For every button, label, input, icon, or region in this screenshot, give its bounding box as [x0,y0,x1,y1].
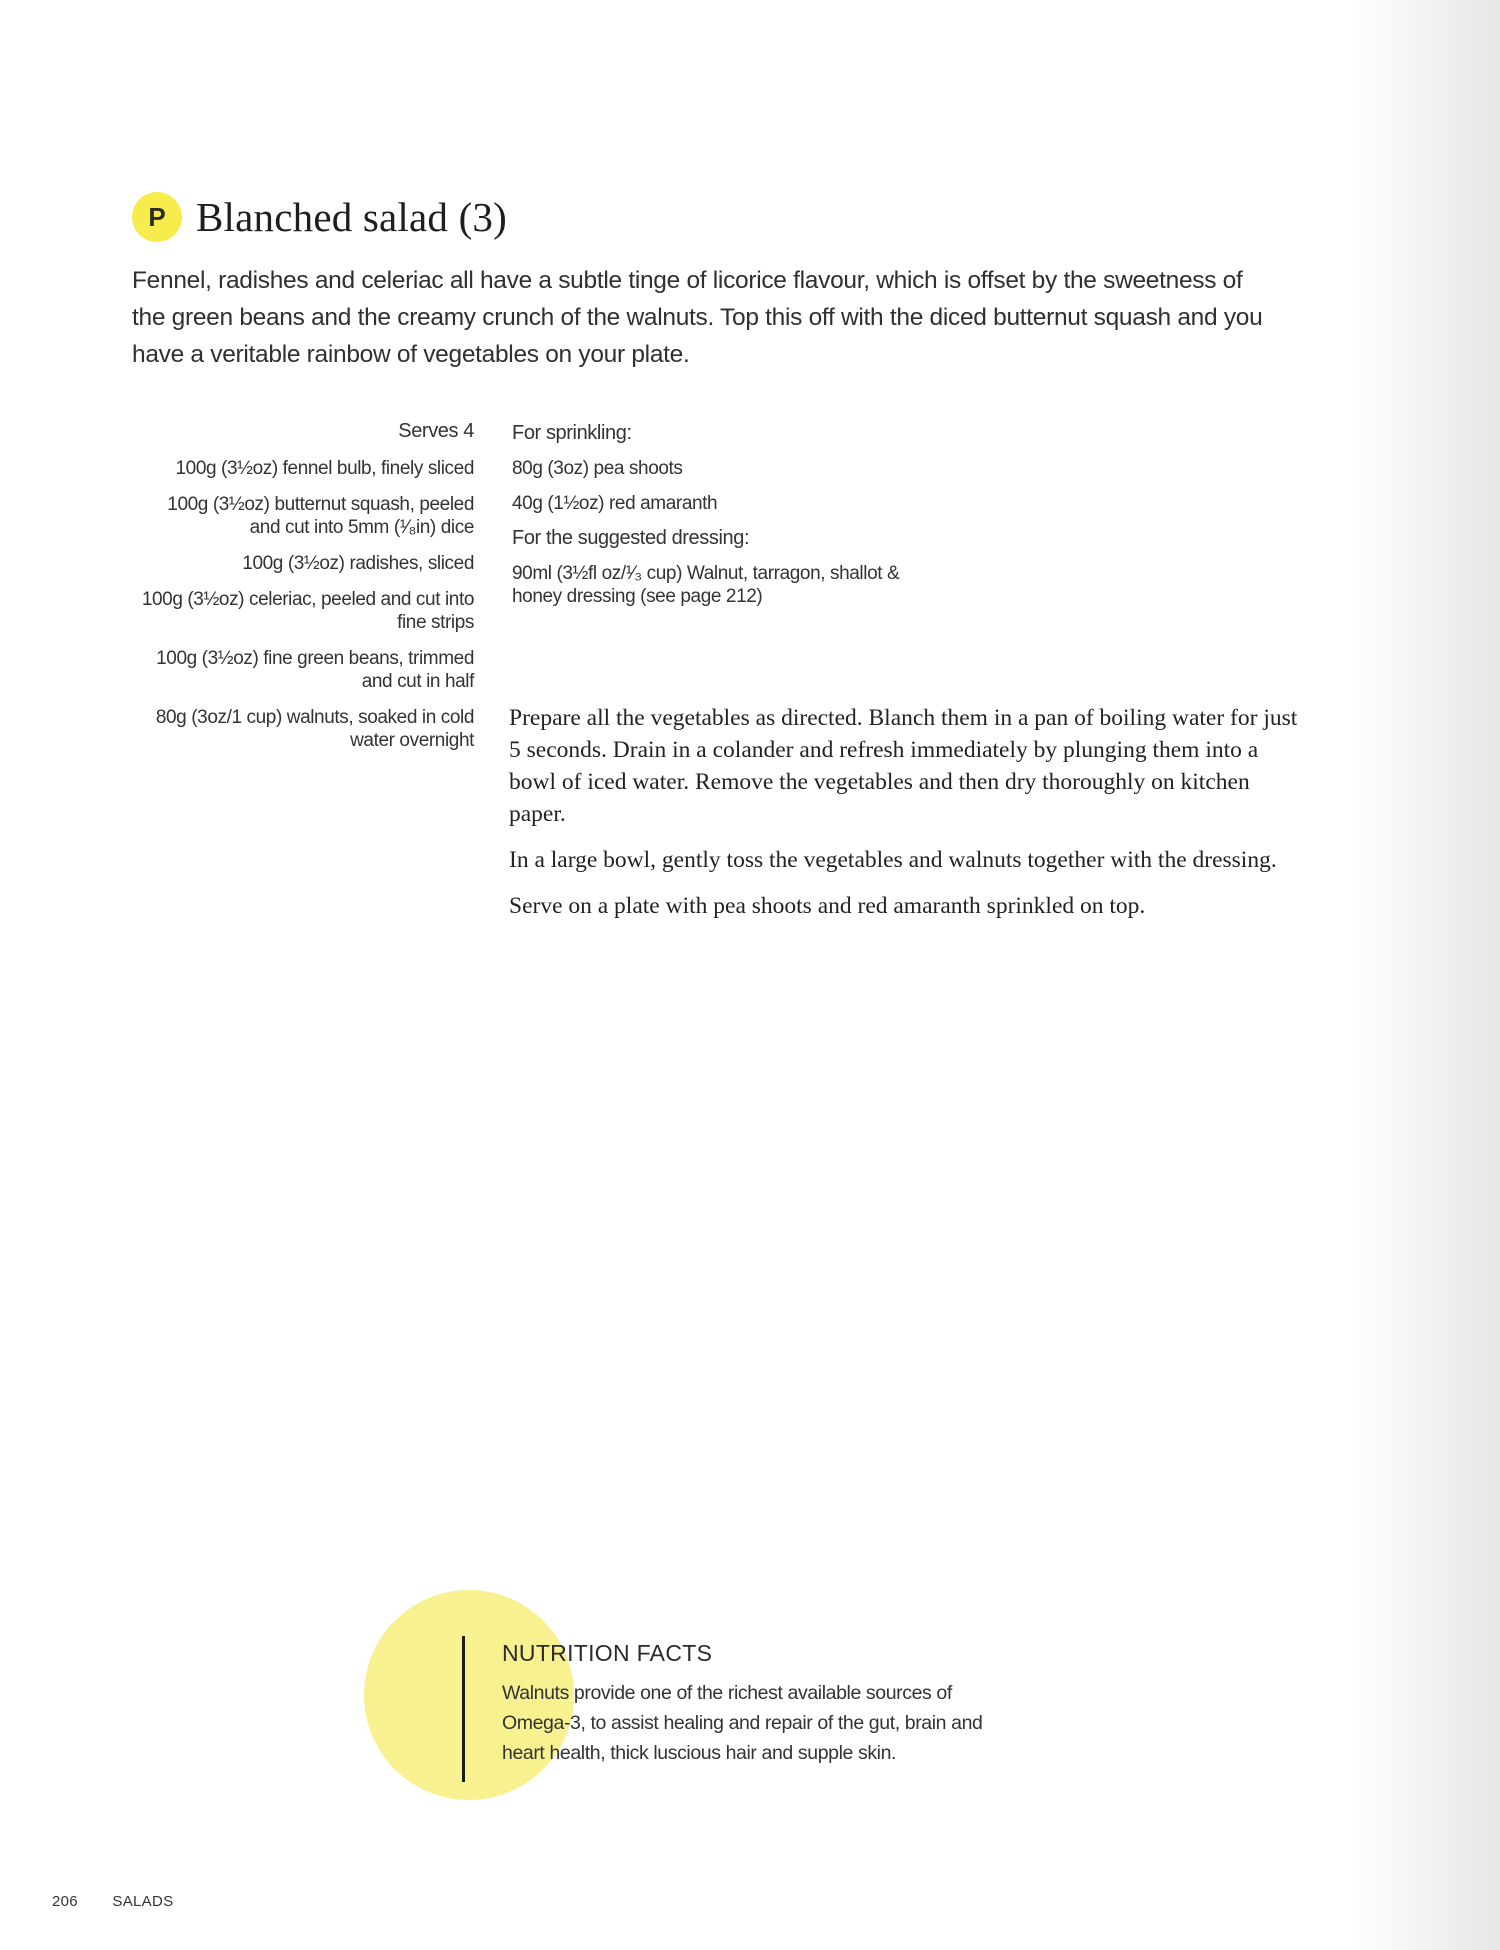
sprinkling-item: 80g (3oz) pea shoots [512,458,683,479]
nutrition-facts-box [360,1590,1120,1820]
nutrition-heading: NUTRITION FACTS [502,1640,713,1666]
servings: Serves 4 [398,420,474,442]
method-step: Serve on a plate with pea shoots and red amaranth sprinkled on top. [509,893,1146,919]
ingredient-item: 100g (3½oz) fine green beans, trimmed and cut in half [156,648,474,692]
sprinkling-heading: For sprinkling: [512,422,632,444]
page-number: 206 [52,1893,78,1910]
page-edge-shadow [1350,0,1500,1950]
recipe-category-badge: P [132,192,182,242]
ingredient-item: 100g (3½oz) radishes, sliced [242,553,474,574]
page-footer [52,1893,173,1910]
dressing-text: 90ml (3½fl oz/¹⁄₃ cup) Walnut, tarragon, shallot & honey dressing (see page 212) [512,563,900,607]
ingredient-item: 100g (3½oz) butternut squash, peeled and cut into 5mm (¹⁄₈in) dice [167,494,474,538]
recipe-intro: Fennel, radishes and celeriac all have a subtle tinge of licorice flavour, which is offset by the sweetness of the green beans and the creamy crunch of the walnuts. Top this off with the diced butternut squash and you have a veritable rainbow of vegetables on your plate. [132,267,1263,368]
method-step: In a large bowl, gently toss the vegetables and walnuts together with the dressing. [509,847,1277,873]
section-name: SALADS [112,1893,174,1910]
method-step: Prepare all the vegetables as directed. Blanch them in a pan of boiling water for just 5 seconds. Drain in a colander and refresh immediately by plunging them into a bowl of iced water. Remove the vegetables and then dry thoroughly on kitchen paper. [509,705,1298,827]
ingredients-list [132,420,474,765]
nutrition-text: Walnuts provide one of the richest available sources of Omega-3, to assist healing and repair of the gut, brain and heart health, thick luscious hair and supple skin. [502,1682,983,1764]
recipe-title: Blanched salad (3) [196,194,507,240]
ingredient-item: 100g (3½oz) fennel bulb, finely sliced [175,458,474,479]
extras-column [512,422,932,608]
sprinkling-item: 40g (1½oz) red amaranth [512,493,718,514]
recipe-header [132,192,507,242]
ingredient-item: 80g (3oz/1 cup) walnuts, soaked in cold water overnight [155,707,474,751]
dressing-heading: For the suggested dressing: [512,527,750,549]
ingredient-item: 100g (3½oz) celeriac, peeled and cut into fine strips [141,589,474,633]
method-steps [509,702,1299,936]
nutrition-divider [462,1636,465,1782]
